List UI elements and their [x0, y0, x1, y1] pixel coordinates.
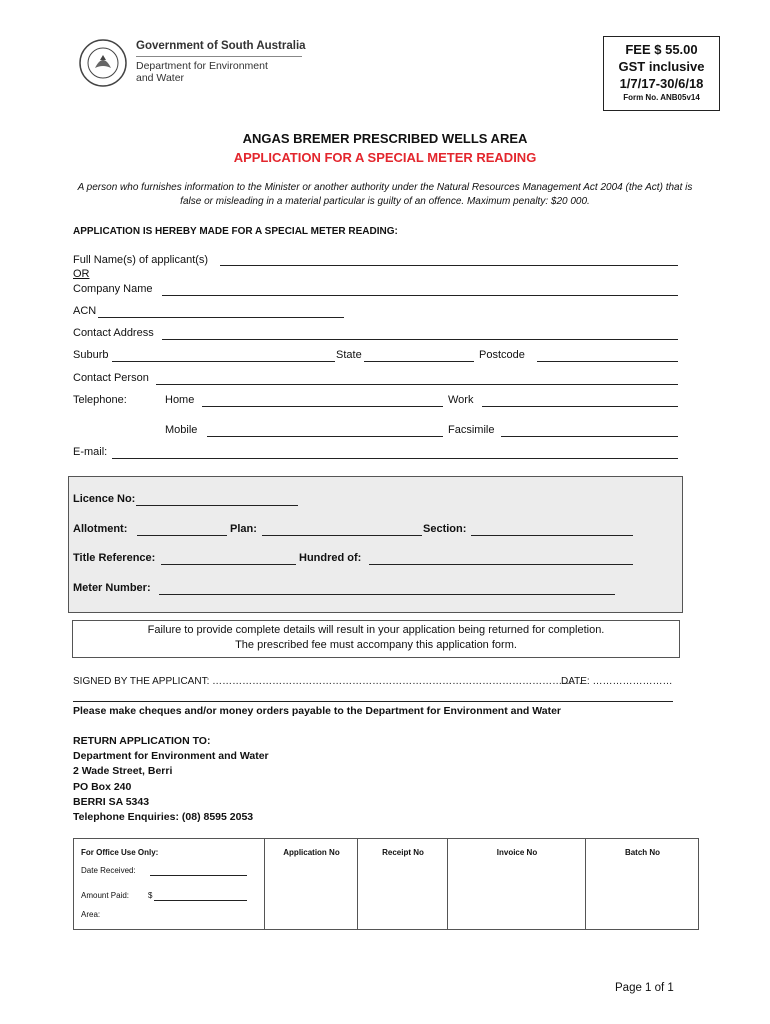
area-label: Area: [81, 910, 101, 919]
facsimile-field[interactable] [501, 436, 678, 437]
receipt-no-cell[interactable] [357, 839, 448, 929]
fee-amount: FEE $ 55.00 [625, 42, 698, 57]
department-line-2: and Water [136, 72, 185, 84]
company-label: Company Name [73, 283, 153, 295]
acn-field[interactable] [98, 317, 344, 318]
allotment-label: Allotment: [73, 523, 128, 535]
licence-no-field[interactable] [136, 505, 298, 506]
telephone-label: Telephone: [73, 394, 127, 406]
return-line-2: 2 Wade Street, Berri [73, 765, 173, 778]
date-received-label: Date Received: [81, 866, 136, 875]
legal-warning: A person who furnishes information to the Minister or another authority under the Natural Resources Management Act 2004 (the Act) that is false or misleading in a material particular is guilty of an offence. Maximum penalty: $20 000. [77, 182, 693, 207]
government-name: Government of South Australia [136, 40, 306, 52]
fee-period: 1/7/17-30/6/18 [619, 76, 704, 91]
application-no-cell[interactable] [264, 839, 358, 929]
facsimile-label: Facsimile [448, 424, 495, 436]
hundred-field[interactable] [369, 564, 633, 565]
logo-divider [136, 56, 302, 57]
date-line[interactable]: DATE: …………………… [561, 676, 673, 687]
postcode-field[interactable] [537, 361, 678, 362]
contact-person-label: Contact Person [73, 372, 149, 384]
section-label: Section: [423, 523, 467, 535]
notice-line-2: The prescribed fee must accompany this application form. [235, 639, 517, 651]
return-line-4: BERRI SA 5343 [73, 795, 150, 808]
office-use-table [73, 838, 699, 930]
suburb-field[interactable] [112, 361, 335, 362]
return-line-1: Department for Environment and Water [73, 750, 269, 763]
return-line-3: PO Box 240 [73, 780, 132, 793]
batch-no-cell[interactable] [585, 839, 699, 929]
date-received-field[interactable] [150, 875, 247, 876]
meter-number-label: Meter Number: [73, 582, 151, 594]
batch-no-header: Batch No [624, 848, 661, 857]
dollar-sign: $ [148, 891, 153, 900]
plan-label: Plan: [230, 523, 257, 535]
fee-box [603, 36, 720, 111]
mobile-field[interactable] [207, 436, 443, 437]
return-line-5: Telephone Enquiries: (08) 8595 2053 [73, 811, 254, 824]
cheques-note: Please make cheques and/or money orders payable to the Department for Environment and Water [73, 705, 561, 717]
or-label: OR [73, 268, 90, 280]
title-reference-label: Title Reference: [73, 552, 156, 564]
suburb-label: Suburb [73, 349, 109, 361]
section-field[interactable] [471, 535, 633, 536]
signature-divider [73, 701, 673, 702]
form-subtitle: APPLICATION FOR A SPECIAL METER READING [233, 150, 537, 165]
title-reference-field[interactable] [161, 564, 296, 565]
receipt-no-header: Receipt No [382, 848, 424, 857]
form-title: ANGAS BREMER PRESCRIBED WELLS AREA [242, 131, 528, 146]
work-phone-field[interactable] [482, 406, 678, 407]
invoice-no-cell[interactable] [447, 839, 586, 929]
gst-note: GST inclusive [618, 59, 705, 74]
state-field[interactable] [364, 361, 474, 362]
home-phone-label: Home [165, 394, 195, 406]
return-heading: RETURN APPLICATION TO: [73, 735, 211, 747]
notice-line-1: Failure to provide complete details will result in your application being returned for completion. [147, 624, 605, 636]
licence-no-label: Licence No: [73, 493, 136, 505]
contact-person-field[interactable] [156, 384, 678, 385]
acn-label: ACN [73, 305, 97, 317]
amount-paid-label: Amount Paid: [81, 891, 130, 900]
work-phone-label: Work [448, 394, 474, 406]
address-label: Contact Address [73, 327, 154, 339]
application-statement: APPLICATION IS HEREBY MADE FOR A SPECIAL METER READING: [73, 226, 398, 237]
page-number: Page 1 of 1 [615, 982, 674, 994]
department-name [136, 60, 306, 84]
application-no-header: Application No [283, 848, 340, 857]
email-label: E-mail: [73, 446, 108, 458]
hundred-label: Hundred of: [299, 552, 362, 564]
company-field[interactable] [162, 295, 678, 296]
email-field[interactable] [112, 458, 678, 459]
return-address [73, 734, 269, 825]
state-label: State [336, 349, 362, 361]
mobile-label: Mobile [165, 424, 198, 436]
full-name-field[interactable] [220, 265, 678, 266]
completion-notice [72, 620, 680, 658]
licence-details-box [68, 476, 683, 613]
plan-field[interactable] [262, 535, 422, 536]
office-use-heading: For Office Use Only: [81, 848, 159, 857]
invoice-no-header: Invoice No [496, 848, 538, 857]
address-field[interactable] [162, 339, 678, 340]
form-number: Form No. ANB05v14 [623, 93, 700, 102]
government-logo [78, 38, 318, 88]
amount-paid-field[interactable] [154, 900, 247, 901]
signature-line[interactable]: SIGNED BY THE APPLICANT: ………………………………………………………………………………………………… [73, 676, 583, 687]
allotment-field[interactable] [137, 535, 227, 536]
meter-number-field[interactable] [159, 594, 615, 595]
postcode-label: Postcode [479, 349, 525, 361]
home-phone-field[interactable] [202, 406, 443, 407]
south-australia-seal-icon [78, 38, 128, 88]
full-name-label: Full Name(s) of applicant(s) [73, 254, 209, 266]
department-line-1: Department for Environment [136, 60, 268, 72]
